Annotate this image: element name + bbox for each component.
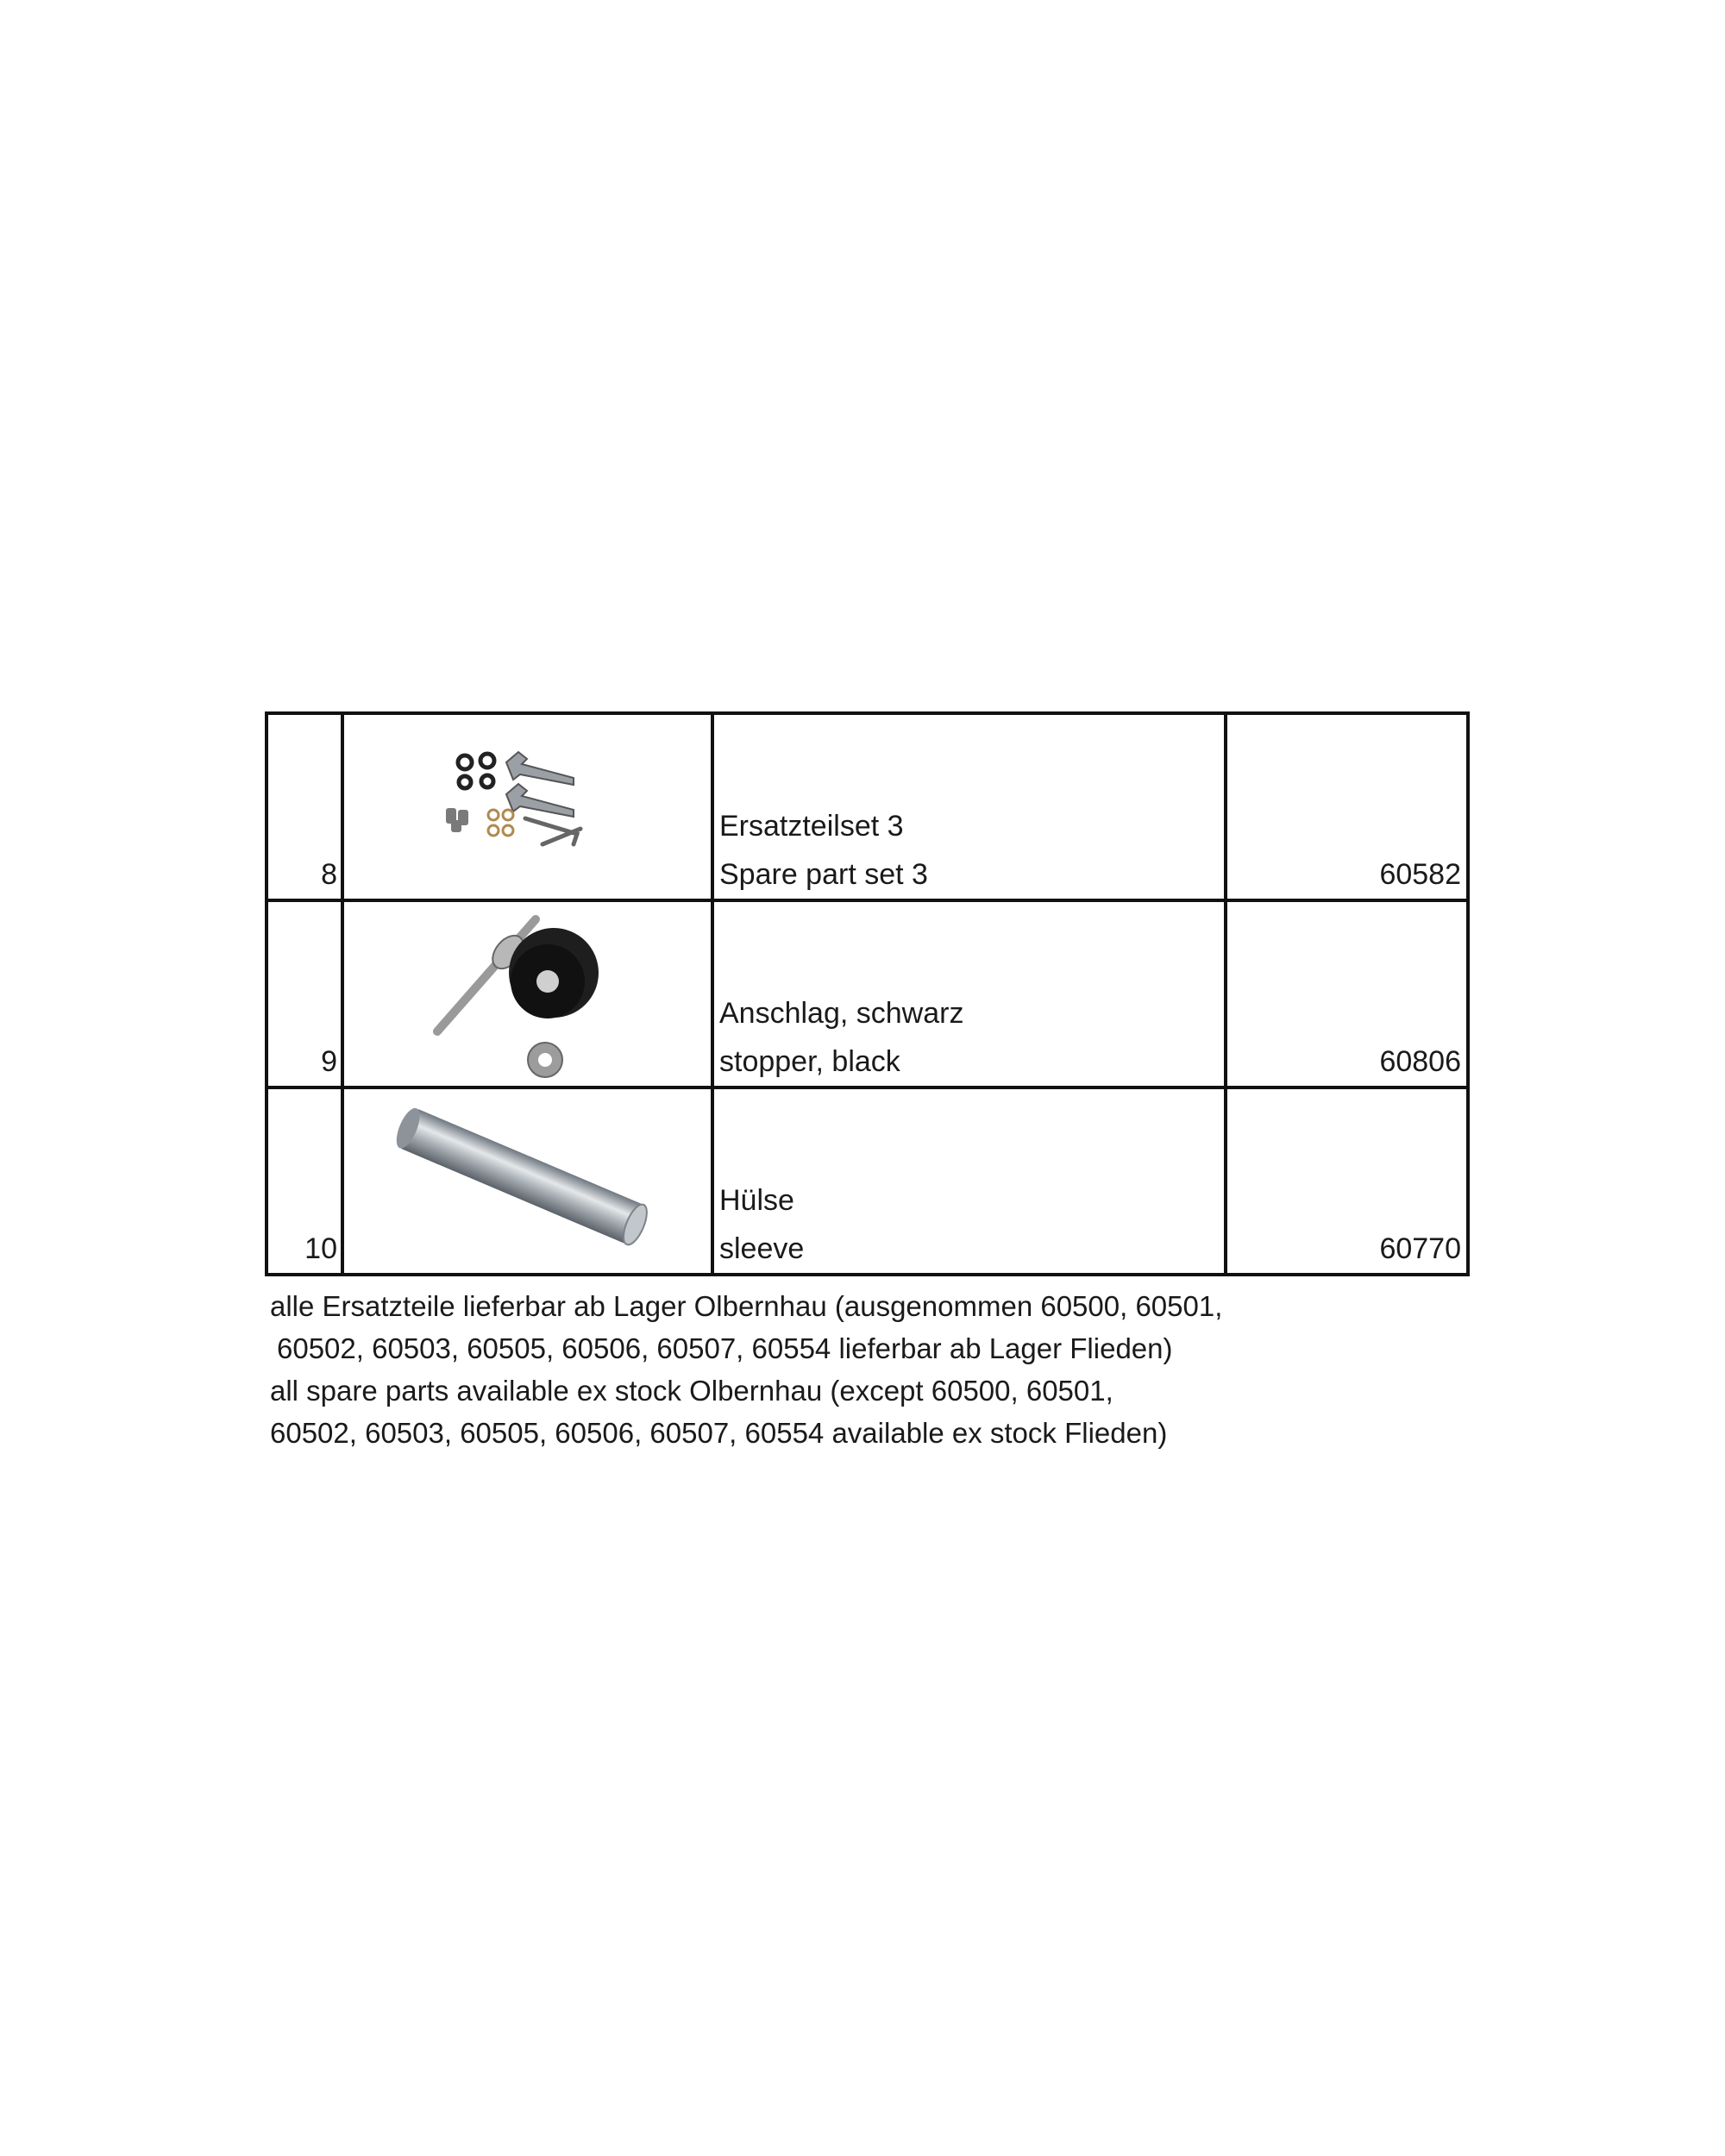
description-de: Hülse	[719, 1184, 794, 1217]
description-en: sleeve	[719, 1232, 805, 1265]
availability-note-en-line1: all spare parts available ex stock Olbernhau (except 60500, 60501,	[270, 1375, 1113, 1407]
description-de: Anschlag, schwarz	[719, 997, 964, 1030]
description-en: Spare part set 3	[719, 858, 928, 891]
table-row	[267, 900, 1468, 1087]
image-cell	[342, 713, 712, 900]
article-number-cell: 60582	[1226, 713, 1468, 900]
description-de: Ersatzteilset 3	[719, 810, 904, 843]
position-cell: 10	[267, 1087, 342, 1275]
table-row	[267, 1087, 1468, 1275]
description-cell	[712, 900, 1226, 1087]
stopper-image	[344, 902, 711, 1086]
availability-note-de-line2: 60502, 60503, 60505, 60506, 60507, 60554 lieferbar ab Lager Flieden)	[277, 1332, 1173, 1364]
availability-note-en-line2: 60502, 60503, 60505, 60506, 60507, 60554 available ex stock Flieden)	[270, 1417, 1168, 1449]
image-cell	[342, 900, 712, 1087]
spare-part-set-image	[344, 715, 711, 899]
availability-note-de-line1: alle Ersatzteile lieferbar ab Lager Olbernhau (ausgenommen 60500, 60501,	[270, 1290, 1223, 1322]
sleeve-image	[344, 1089, 711, 1273]
image-cell	[342, 1087, 712, 1275]
spare-parts-table	[265, 711, 1470, 1276]
position-cell: 9	[267, 900, 342, 1087]
description-cell	[712, 1087, 1226, 1275]
article-number-cell: 60806	[1226, 900, 1468, 1087]
description-cell	[712, 713, 1226, 900]
article-number-cell: 60770	[1226, 1087, 1468, 1275]
table-row	[267, 713, 1468, 900]
description-en: stopper, black	[719, 1045, 900, 1078]
position-cell: 8	[267, 713, 342, 900]
availability-note	[270, 1285, 1477, 1454]
